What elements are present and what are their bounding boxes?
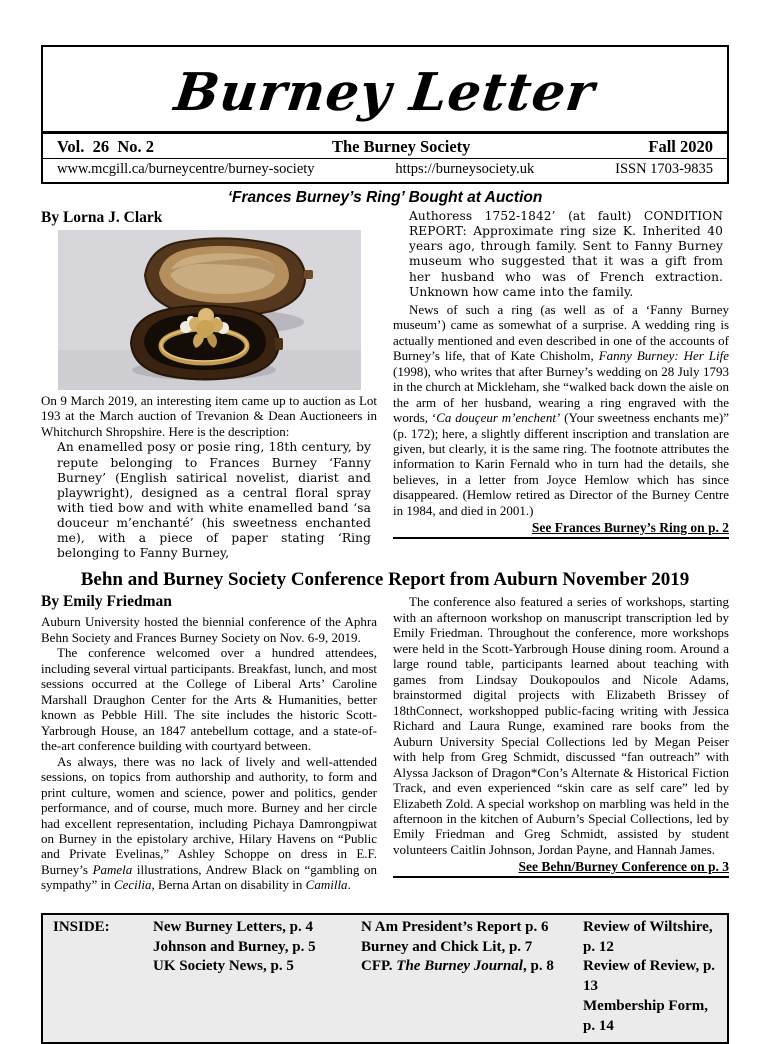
volume-number: Vol. 26 No. 2 (57, 137, 155, 156)
inside-label: INSIDE: (53, 918, 110, 935)
society-url-uk[interactable]: https://burneysociety.uk (395, 161, 535, 177)
toc-item-new-burney-letters: New Burney Letters, p. 4 (153, 918, 313, 935)
toc-item-membership-form: Membership Form, p. 14 (583, 998, 708, 1034)
masthead-url-row (43, 159, 727, 182)
article-ring-right-column (393, 209, 729, 561)
inside-column-1 (127, 918, 327, 1037)
article-ring-byline: By Lorna J. Clark (41, 209, 163, 226)
toc-item-uk-society-news: UK Society News, p. 5 (153, 958, 294, 975)
inside-column-3 (555, 918, 721, 1037)
article-conference-right-column (393, 593, 729, 892)
inside-index-grid (49, 918, 721, 1037)
newsletter-title (43, 47, 727, 134)
conference-para-2: The conference welcomed over a hundred attendees, including several virtual participants. Breakfast, lunch, and most sessions occurred at the College of Liberal Arts’ Caroline Marshall Draughon Center for the Arts & Humanities, better known as Pebble Hill. The site includes the historic Scott-Yarbrough House, an 1847 antebellum cottage, and a state-of-the-art conference building with courtyard between. (41, 645, 377, 754)
article-ring-left-column (41, 209, 377, 561)
toc-item-review-review: Review of Review, p. 13 (583, 958, 716, 995)
article-ring-jump-text: See Frances Burney’s Ring on p. 2 (531, 520, 729, 536)
article-conference-byline: By Emily Friedman (41, 593, 172, 611)
toc-item-review-wiltshire: Review of Wiltshire, p. 12 (583, 918, 713, 955)
conference-para-1: Auburn University hosted the biennial conference of the Aphra Behn Society and Frances Burney Society on Nov. 6-9, 2019. (41, 614, 377, 645)
article-conference-columns (41, 593, 729, 892)
society-name: The Burney Society (331, 137, 471, 156)
article-conference-jump-line (393, 859, 729, 878)
newsletter-title-text: Burney Letter (171, 62, 599, 123)
issue-date: Fall 2020 (648, 137, 713, 156)
masthead-info-row (43, 134, 727, 159)
article-ring-headline: ‘Frances Burney’s Ring’ Bought at Auction (227, 189, 543, 206)
article-ring-jump-line (393, 520, 729, 539)
conference-para-3: As always, there was no lack of lively and well-attended sessions, on topics from authorship and authority, to form and print culture, women and science, power and politics, gender performance, and of course, much more. Burney and her circle had excellent representation, including Pichaya Damrongpiwat on Burney in the epistolary archive, Hilary Havens on “Public and Private Evelinas,” Ashley Schoppe on dress in E.F. Burney’s Pamela illustrations, Andrew Black on “gambling on sympathy” in Cecilia, Berna Artan on disability in Camilla. (41, 753, 377, 893)
toc-item-president-report: N Am President’s Report p. 6 (361, 918, 549, 935)
ring-box-photo-svg (58, 230, 361, 390)
article-conference-headline: Behn and Burney Society Conference Report from Auburn November 2019 (80, 569, 690, 591)
article-ring-intro: On 9 March 2019, an interesting item came up to auction as Lot 193 at the March auction of Trevanion & Dean Auctioneers in Whitchurch Shropshire. Here is the description: (41, 393, 377, 439)
article-ring-body: News of such a ring (as well as of a ‘Fanny Burney museum’) came as somewhat of a surprise. A wedding ring is actually mentioned and even described in one of the accounts of Burney’s life, that of Kate Chisholm, Fanny Burney: Her Life (1998), who writes that after Burney’s wedding on 28 July 1793 in the church at Mickleham, she “walked back down the aisle on the arm of her husband, wearing a ring engraved with the words, ‘Ca douçeur m’enchent’ (Your sweetness enchants me)” (p. 172); here, a slightly different inscription and translation are given, but clearly, it is the same ring. The footnote attributes the information to Karin Fernald who in turn had the details, she believes, in a letter from Joyce Hemlow which has since disappeared. (Hemlow retired as Director of the Burney Centre in 1984, and died in 2001.) (393, 301, 729, 518)
toc-item-johnson-and-burney: Johnson and Burney, p. 5 (153, 938, 316, 955)
article-conference-jump-text: See Behn/Burney Conference on p. 3 (518, 859, 729, 875)
toc-item-chick-lit: Burney and Chick Lit, p. 7 (361, 938, 533, 955)
masthead (41, 45, 729, 184)
ring-box-photo (58, 230, 361, 390)
toc-item-cfp-burney-journal: CFP. The Burney Journal, p. 8 (361, 958, 554, 975)
auction-description-quote-left: An enamelled posy or posie ring, 18th century, by repute belonging to Frances Burney ‘Fanny Burney’ (English satirical novelist, diarist and playwright), designed as a central floral spray with tied bow and with white enamelled band ‘sa douceur m’enchanté’ (his sweetness enchanted me), with a piece of paper stating ‘Ring belonging to Fanny Burney, (57, 440, 371, 561)
society-url-mcgill[interactable]: www.mcgill.ca/burneycentre/burney-society (57, 161, 315, 177)
article-ring-columns (41, 209, 729, 561)
conference-para-4: The conference also featured a series of workshops, starting with an afternoon workshop on manuscript transcription led by Emily Friedman. Throughout the conference, more workshops were held in the Scott-Yarbrough House dining room. Around a large round table, participants learned about teaching with games from Lindsay Doukopoulos and Nicole Adams, brainstormed digital projects with Elizabeth Brissey of 18thConnect, workshopped public-facing writing with Jessica Richard and Laura Runge, examined rare books from the Auburn University Special Collections led by Megan Peiser with help from Greg Schmidt, discussed “fan outreach” with Alyssa Jackson of Dragon*Con’s Alternate & Historical Fiction Track, and even experienced “skin care as self care” led by Elizabeth Zold. A special workshop on marbling was held in the afternoon in the kitchen of Auburn’s Special Collections, led by Emily Friedman and Greg Schmidt, assisted by student volunteers Caitlin Johnson, Jordan Payne, and Hannah James. (393, 594, 729, 857)
issn-number: ISSN 1703-9835 (615, 161, 713, 177)
auction-description-quote-right: Authoress 1752-1842’ (at fault) CONDITION REPORT: Approximate ring size K. Inherited 40 years ago, through family. Sent to Fanny Burney museum who suggested that it was a gift from her husband who was of French extraction. Unknown how came into the family. (409, 209, 723, 299)
inside-index-box (41, 913, 729, 1044)
inside-column-2 (327, 918, 555, 1037)
ring-box-base (131, 306, 283, 380)
article-conference-left-column (41, 593, 377, 892)
